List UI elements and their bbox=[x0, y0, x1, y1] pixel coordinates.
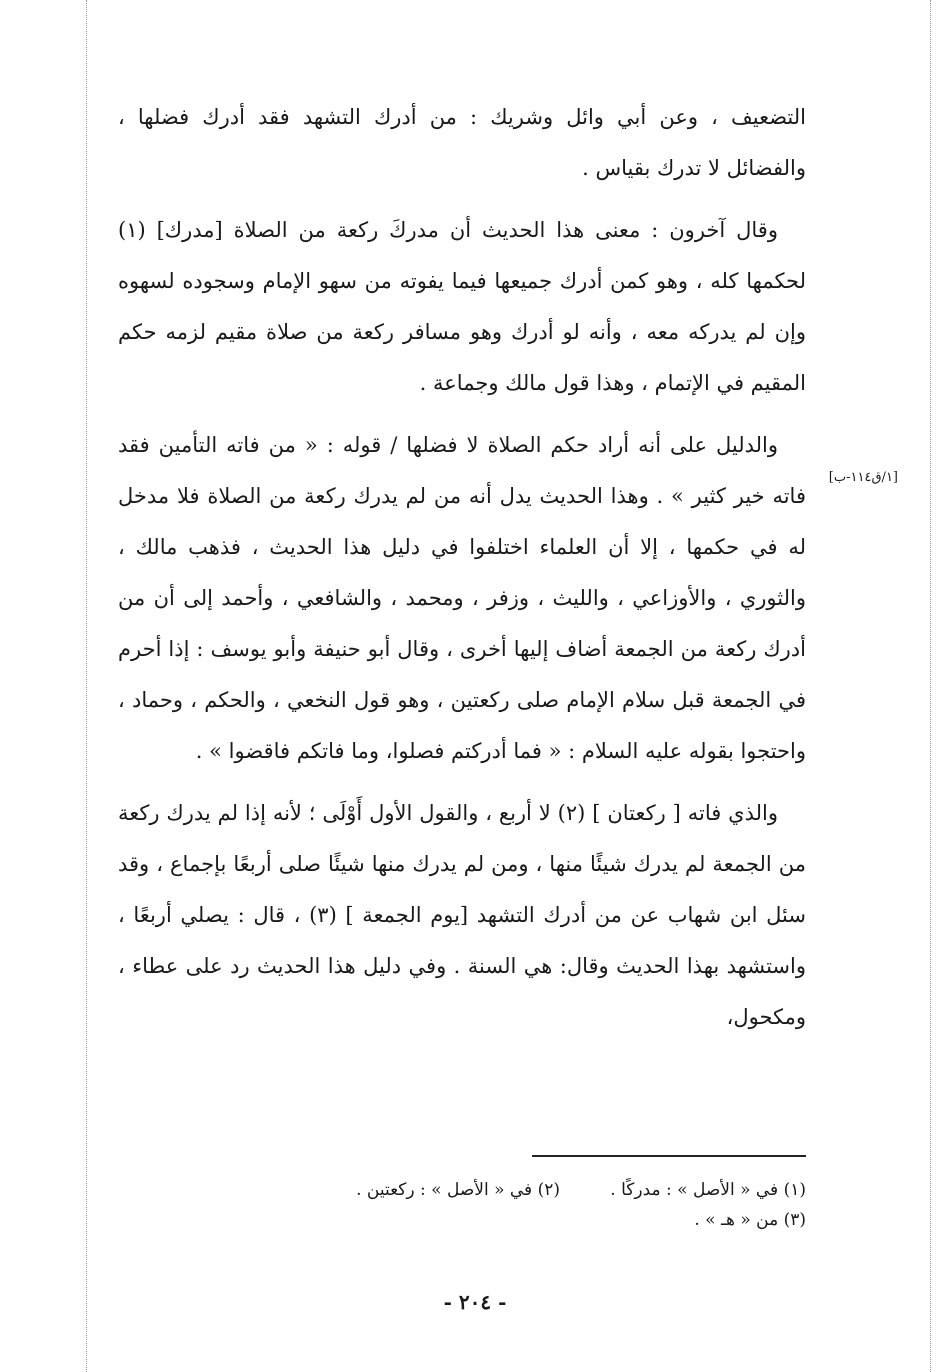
main-text bbox=[118, 92, 806, 1054]
footnote-3: (٣) من « هـ » . bbox=[694, 1210, 806, 1230]
footnote-1: (١) في « الأصل » : مدركًا . bbox=[610, 1180, 806, 1200]
footnotes bbox=[118, 1175, 806, 1235]
manuscript-folio-note: [١/ق١١٤-ب] bbox=[828, 470, 898, 485]
footnote-row bbox=[118, 1175, 806, 1205]
right-margin-dotted-line bbox=[930, 0, 931, 1372]
paragraph-2-text: وقال آخرون : معنى هذا الحديث أن مدركَ ركعة من الصلاة [مدرك] (١) لحكمها كله ، وهو كمن أدرك جميعها فيما يفوته من سهو الإمام وسجوده لسهوه وإن لم يدركه معه ، وأنه لو أدرك وهو مسافر ركعة من صلاة مقيم لزمه حكم المقيم في الإتمام ، وهذا قول مالك وجماعة . bbox=[118, 218, 806, 395]
paragraph-4 bbox=[118, 788, 806, 1043]
left-margin-dotted-line bbox=[86, 0, 87, 1372]
paragraph-2 bbox=[118, 205, 806, 409]
paragraph-3-text: والدليل على أنه أراد حكم الصلاة لا فضلها / قوله : « من فاته التأمين فقد فاته خير كثير » . وهذا الحديث يدل أنه من لم يدرك ركعة من الصلاة فلا مدخل له في حكمها ، إلا أن العلماء اختلفوا في دليل هذا الحديث ، فذهب مالك ، والثوري ، والأوزاعي ، والليث ، وزفر ، ومحمد ، والشافعي ، وأحمد إلى أن من أدرك ركعة من الجمعة أضاف إليها أخرى ، وقال أبو حنيفة وأبو يوسف : إذا أحرم في الجمعة قبل سلام الإمام صلى ركعتين ، وهو قول النخعي ، والحكم ، وحماد ، واحتجوا بقوله عليه السلام : « فما أدركتم فصلوا، وما فاتكم فاقضوا » . bbox=[118, 433, 806, 763]
page-number: - ٢٠٤ - bbox=[443, 1290, 507, 1314]
footnote-row bbox=[118, 1205, 806, 1235]
footnote-separator bbox=[532, 1155, 806, 1157]
paragraph-1-text: التضعيف ، وعن أبي وائل وشريك : من أدرك التشهد فقد أدرك فضلها ، والفضائل لا تدرك بقياس . bbox=[118, 105, 806, 180]
footnote-2: (٢) في « الأصل » : ركعتين . bbox=[356, 1180, 560, 1200]
paragraph-3 bbox=[118, 420, 806, 777]
paragraph-1 bbox=[118, 92, 806, 194]
paragraph-4-text: والذي فاته [ ركعتان ] (٢) لا أربع ، والقول الأول أَوْلَى ؛ لأنه إذا لم يدرك ركعة من الجمعة لم يدرك شيئًا منها ، ومن لم يدرك منها شيئًا صلى أربعًا بإجماع ، وقد سئل ابن شهاب عن من أدرك التشهد [يوم الجمعة ] (٣) ، قال : يصلي أربعًا ، واستشهد بهذا الحديث وقال: هي السنة . وفي دليل هذا الحديث رد على عطاء ، ومكحول، bbox=[118, 801, 806, 1029]
